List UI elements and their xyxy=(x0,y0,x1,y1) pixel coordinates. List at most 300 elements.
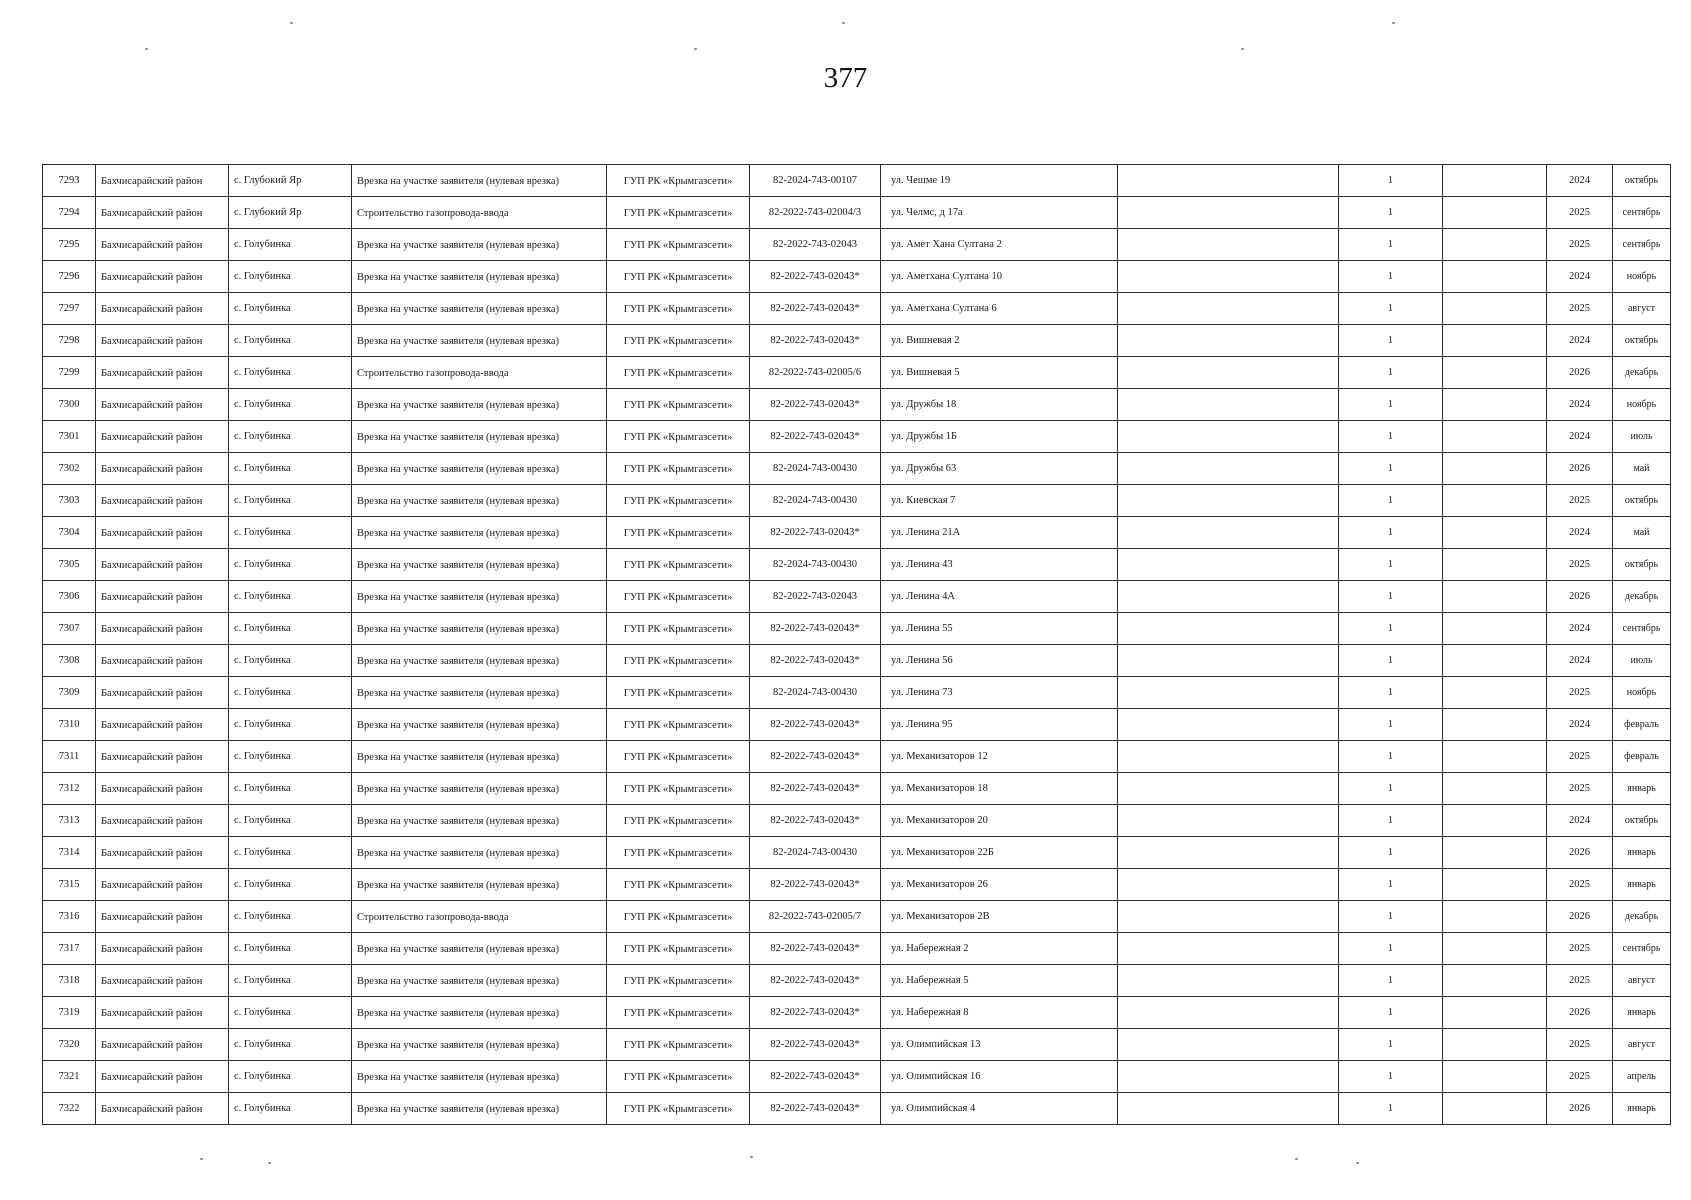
address-cell: ул. Челмс, д 17а xyxy=(881,197,1118,229)
project-code-cell: 82-2022-743-02043* xyxy=(750,261,881,293)
district-cell: Бахчисарайский район xyxy=(96,229,229,261)
village-cell: с. Глубокий Яр xyxy=(229,197,352,229)
address-cell: ул. Вишневая 2 xyxy=(881,325,1118,357)
district-cell: Бахчисарайский район xyxy=(96,421,229,453)
organization-cell: ГУП РК «Крымгазсети» xyxy=(607,773,750,805)
project-code-cell: 82-2022-743-02043* xyxy=(750,645,881,677)
address-cell: ул. Набережная 8 xyxy=(881,997,1118,1029)
month-cell: октябрь xyxy=(1613,805,1671,837)
organization-cell: ГУП РК «Крымгазсети» xyxy=(607,165,750,197)
blank-cell xyxy=(1443,645,1547,677)
quantity-cell: 1 xyxy=(1339,421,1443,453)
address-cell: ул. Аметхана Султана 10 xyxy=(881,261,1118,293)
month-cell: август xyxy=(1613,293,1671,325)
district-cell: Бахчисарайский район xyxy=(96,965,229,997)
district-cell: Бахчисарайский район xyxy=(96,837,229,869)
table-row xyxy=(43,325,1671,357)
blank-cell xyxy=(1443,357,1547,389)
extra-cell xyxy=(1118,773,1339,805)
address-cell: ул. Киевская 7 xyxy=(881,485,1118,517)
organization-cell: ГУП РК «Крымгазсети» xyxy=(607,549,750,581)
table-row xyxy=(43,485,1671,517)
gas-connection-table xyxy=(42,164,1671,1125)
work-type-cell: Строительство газопровода-ввода xyxy=(352,357,607,389)
village-cell: с. Голубинка xyxy=(229,773,352,805)
blank-cell xyxy=(1443,1093,1547,1125)
quantity-cell: 1 xyxy=(1339,389,1443,421)
address-cell: ул. Дружбы 1Б xyxy=(881,421,1118,453)
village-cell: с. Голубинка xyxy=(229,613,352,645)
table-row xyxy=(43,869,1671,901)
organization-cell: ГУП РК «Крымгазсети» xyxy=(607,901,750,933)
year-cell: 2026 xyxy=(1547,581,1613,613)
table-row xyxy=(43,197,1671,229)
address-cell: ул. Аметхана Султана 6 xyxy=(881,293,1118,325)
project-code-cell: 82-2022-743-02043* xyxy=(750,933,881,965)
blank-cell xyxy=(1443,229,1547,261)
project-code-cell: 82-2022-743-02005/7 xyxy=(750,901,881,933)
quantity-cell: 1 xyxy=(1339,965,1443,997)
district-cell: Бахчисарайский район xyxy=(96,933,229,965)
row-number-cell: 7304 xyxy=(43,517,96,549)
village-cell: с. Голубинка xyxy=(229,741,352,773)
year-cell: 2025 xyxy=(1547,197,1613,229)
year-cell: 2024 xyxy=(1547,389,1613,421)
extra-cell xyxy=(1118,837,1339,869)
work-type-cell: Врезка на участке заявителя (нулевая врезка) xyxy=(352,261,607,293)
village-cell: с. Голубинка xyxy=(229,261,352,293)
work-type-cell: Врезка на участке заявителя (нулевая врезка) xyxy=(352,709,607,741)
year-cell: 2026 xyxy=(1547,357,1613,389)
row-number-cell: 7296 xyxy=(43,261,96,293)
row-number-cell: 7297 xyxy=(43,293,96,325)
quantity-cell: 1 xyxy=(1339,453,1443,485)
project-code-cell: 82-2022-743-02004/3 xyxy=(750,197,881,229)
quantity-cell: 1 xyxy=(1339,517,1443,549)
work-type-cell: Врезка на участке заявителя (нулевая врезка) xyxy=(352,293,607,325)
table-row xyxy=(43,933,1671,965)
address-cell: ул. Чешме 19 xyxy=(881,165,1118,197)
month-cell: ноябрь xyxy=(1613,677,1671,709)
village-cell: с. Голубинка xyxy=(229,997,352,1029)
row-number-cell: 7317 xyxy=(43,933,96,965)
project-code-cell: 82-2022-743-02043* xyxy=(750,805,881,837)
work-type-cell: Врезка на участке заявителя (нулевая врезка) xyxy=(352,933,607,965)
district-cell: Бахчисарайский район xyxy=(96,293,229,325)
table-row xyxy=(43,517,1671,549)
quantity-cell: 1 xyxy=(1339,741,1443,773)
month-cell: июль xyxy=(1613,645,1671,677)
year-cell: 2024 xyxy=(1547,613,1613,645)
quantity-cell: 1 xyxy=(1339,581,1443,613)
blank-cell xyxy=(1443,165,1547,197)
month-cell: октябрь xyxy=(1613,485,1671,517)
year-cell: 2024 xyxy=(1547,805,1613,837)
district-cell: Бахчисарайский район xyxy=(96,805,229,837)
address-cell: ул. Вишневая 5 xyxy=(881,357,1118,389)
district-cell: Бахчисарайский район xyxy=(96,261,229,293)
blank-cell xyxy=(1443,517,1547,549)
work-type-cell: Врезка на участке заявителя (нулевая врезка) xyxy=(352,997,607,1029)
extra-cell xyxy=(1118,197,1339,229)
year-cell: 2025 xyxy=(1547,965,1613,997)
blank-cell xyxy=(1443,1029,1547,1061)
quantity-cell: 1 xyxy=(1339,261,1443,293)
project-code-cell: 82-2024-743-00430 xyxy=(750,485,881,517)
village-cell: с. Голубинка xyxy=(229,325,352,357)
work-type-cell: Врезка на участке заявителя (нулевая врезка) xyxy=(352,421,607,453)
quantity-cell: 1 xyxy=(1339,613,1443,645)
extra-cell xyxy=(1118,869,1339,901)
organization-cell: ГУП РК «Крымгазсети» xyxy=(607,1029,750,1061)
blank-cell xyxy=(1443,613,1547,645)
address-cell: ул. Механизаторов 26 xyxy=(881,869,1118,901)
row-number-cell: 7316 xyxy=(43,901,96,933)
organization-cell: ГУП РК «Крымгазсети» xyxy=(607,1093,750,1125)
month-cell: май xyxy=(1613,517,1671,549)
extra-cell xyxy=(1118,453,1339,485)
extra-cell xyxy=(1118,229,1339,261)
address-cell: ул. Амет Хана Султана 2 xyxy=(881,229,1118,261)
row-number-cell: 7308 xyxy=(43,645,96,677)
organization-cell: ГУП РК «Крымгазсети» xyxy=(607,933,750,965)
table-row xyxy=(43,965,1671,997)
district-cell: Бахчисарайский район xyxy=(96,165,229,197)
organization-cell: ГУП РК «Крымгазсети» xyxy=(607,453,750,485)
year-cell: 2024 xyxy=(1547,325,1613,357)
row-number-cell: 7307 xyxy=(43,613,96,645)
row-number-cell: 7314 xyxy=(43,837,96,869)
village-cell: с. Голубинка xyxy=(229,837,352,869)
extra-cell xyxy=(1118,805,1339,837)
district-cell: Бахчисарайский район xyxy=(96,549,229,581)
work-type-cell: Врезка на участке заявителя (нулевая врезка) xyxy=(352,1093,607,1125)
year-cell: 2025 xyxy=(1547,677,1613,709)
organization-cell: ГУП РК «Крымгазсети» xyxy=(607,709,750,741)
quantity-cell: 1 xyxy=(1339,1029,1443,1061)
year-cell: 2026 xyxy=(1547,453,1613,485)
address-cell: ул. Ленина 4А xyxy=(881,581,1118,613)
quantity-cell: 1 xyxy=(1339,197,1443,229)
row-number-cell: 7318 xyxy=(43,965,96,997)
village-cell: с. Голубинка xyxy=(229,389,352,421)
organization-cell: ГУП РК «Крымгазсети» xyxy=(607,645,750,677)
year-cell: 2025 xyxy=(1547,1029,1613,1061)
table-row xyxy=(43,613,1671,645)
blank-cell xyxy=(1443,901,1547,933)
organization-cell: ГУП РК «Крымгазсети» xyxy=(607,741,750,773)
work-type-cell: Врезка на участке заявителя (нулевая врезка) xyxy=(352,869,607,901)
month-cell: сентябрь xyxy=(1613,933,1671,965)
organization-cell: ГУП РК «Крымгазсети» xyxy=(607,837,750,869)
blank-cell xyxy=(1443,325,1547,357)
work-type-cell: Врезка на участке заявителя (нулевая врезка) xyxy=(352,773,607,805)
table-row xyxy=(43,261,1671,293)
row-number-cell: 7312 xyxy=(43,773,96,805)
row-number-cell: 7322 xyxy=(43,1093,96,1125)
blank-cell xyxy=(1443,709,1547,741)
table-row xyxy=(43,421,1671,453)
table-row xyxy=(43,293,1671,325)
row-number-cell: 7313 xyxy=(43,805,96,837)
row-number-cell: 7301 xyxy=(43,421,96,453)
year-cell: 2025 xyxy=(1547,293,1613,325)
project-code-cell: 82-2022-743-02043* xyxy=(750,517,881,549)
blank-cell xyxy=(1443,965,1547,997)
project-code-cell: 82-2022-743-02043* xyxy=(750,1061,881,1093)
quantity-cell: 1 xyxy=(1339,773,1443,805)
work-type-cell: Врезка на участке заявителя (нулевая врезка) xyxy=(352,229,607,261)
village-cell: с. Голубинка xyxy=(229,357,352,389)
month-cell: декабрь xyxy=(1613,901,1671,933)
village-cell: с. Голубинка xyxy=(229,709,352,741)
project-code-cell: 82-2024-743-00107 xyxy=(750,165,881,197)
table-row xyxy=(43,453,1671,485)
organization-cell: ГУП РК «Крымгазсети» xyxy=(607,293,750,325)
blank-cell xyxy=(1443,485,1547,517)
month-cell: декабрь xyxy=(1613,357,1671,389)
organization-cell: ГУП РК «Крымгазсети» xyxy=(607,357,750,389)
organization-cell: ГУП РК «Крымгазсети» xyxy=(607,805,750,837)
organization-cell: ГУП РК «Крымгазсети» xyxy=(607,997,750,1029)
quantity-cell: 1 xyxy=(1339,1093,1443,1125)
organization-cell: ГУП РК «Крымгазсети» xyxy=(607,261,750,293)
project-code-cell: 82-2022-743-02043* xyxy=(750,869,881,901)
row-number-cell: 7295 xyxy=(43,229,96,261)
district-cell: Бахчисарайский район xyxy=(96,1093,229,1125)
table-row xyxy=(43,1061,1671,1093)
blank-cell xyxy=(1443,389,1547,421)
project-code-cell: 82-2022-743-02043* xyxy=(750,421,881,453)
quantity-cell: 1 xyxy=(1339,933,1443,965)
quantity-cell: 1 xyxy=(1339,677,1443,709)
table-row xyxy=(43,1029,1671,1061)
row-number-cell: 7319 xyxy=(43,997,96,1029)
village-cell: с. Голубинка xyxy=(229,293,352,325)
address-cell: ул. Олимпийская 4 xyxy=(881,1093,1118,1125)
blank-cell xyxy=(1443,773,1547,805)
organization-cell: ГУП РК «Крымгазсети» xyxy=(607,517,750,549)
row-number-cell: 7309 xyxy=(43,677,96,709)
month-cell: декабрь xyxy=(1613,581,1671,613)
organization-cell: ГУП РК «Крымгазсети» xyxy=(607,581,750,613)
row-number-cell: 7293 xyxy=(43,165,96,197)
row-number-cell: 7310 xyxy=(43,709,96,741)
extra-cell xyxy=(1118,325,1339,357)
row-number-cell: 7294 xyxy=(43,197,96,229)
address-cell: ул. Олимпийская 13 xyxy=(881,1029,1118,1061)
table-body xyxy=(43,165,1671,1125)
month-cell: октябрь xyxy=(1613,325,1671,357)
district-cell: Бахчисарайский район xyxy=(96,1029,229,1061)
row-number-cell: 7311 xyxy=(43,741,96,773)
blank-cell xyxy=(1443,869,1547,901)
village-cell: с. Голубинка xyxy=(229,229,352,261)
month-cell: октябрь xyxy=(1613,549,1671,581)
row-number-cell: 7302 xyxy=(43,453,96,485)
month-cell: ноябрь xyxy=(1613,389,1671,421)
village-cell: с. Голубинка xyxy=(229,965,352,997)
project-code-cell: 82-2022-743-02043* xyxy=(750,773,881,805)
extra-cell xyxy=(1118,1029,1339,1061)
extra-cell xyxy=(1118,1093,1339,1125)
month-cell: январь xyxy=(1613,997,1671,1029)
year-cell: 2025 xyxy=(1547,229,1613,261)
blank-cell xyxy=(1443,197,1547,229)
village-cell: с. Голубинка xyxy=(229,933,352,965)
project-code-cell: 82-2022-743-02043* xyxy=(750,325,881,357)
year-cell: 2024 xyxy=(1547,645,1613,677)
month-cell: январь xyxy=(1613,869,1671,901)
organization-cell: ГУП РК «Крымгазсети» xyxy=(607,197,750,229)
extra-cell xyxy=(1118,613,1339,645)
quantity-cell: 1 xyxy=(1339,805,1443,837)
extra-cell xyxy=(1118,677,1339,709)
blank-cell xyxy=(1443,421,1547,453)
year-cell: 2026 xyxy=(1547,837,1613,869)
project-code-cell: 82-2024-743-00430 xyxy=(750,677,881,709)
village-cell: с. Голубинка xyxy=(229,677,352,709)
work-type-cell: Врезка на участке заявителя (нулевая врезка) xyxy=(352,453,607,485)
project-code-cell: 82-2024-743-00430 xyxy=(750,549,881,581)
address-cell: ул. Дружбы 63 xyxy=(881,453,1118,485)
address-cell: ул. Набережная 5 xyxy=(881,965,1118,997)
work-type-cell: Врезка на участке заявителя (нулевая врезка) xyxy=(352,741,607,773)
quantity-cell: 1 xyxy=(1339,485,1443,517)
quantity-cell: 1 xyxy=(1339,229,1443,261)
quantity-cell: 1 xyxy=(1339,709,1443,741)
work-type-cell: Врезка на участке заявителя (нулевая врезка) xyxy=(352,165,607,197)
year-cell: 2025 xyxy=(1547,933,1613,965)
address-cell: ул. Ленина 55 xyxy=(881,613,1118,645)
project-code-cell: 82-2022-743-02043* xyxy=(750,741,881,773)
extra-cell xyxy=(1118,645,1339,677)
project-code-cell: 82-2022-743-02043* xyxy=(750,997,881,1029)
district-cell: Бахчисарайский район xyxy=(96,613,229,645)
row-number-cell: 7306 xyxy=(43,581,96,613)
project-code-cell: 82-2022-743-02043* xyxy=(750,389,881,421)
district-cell: Бахчисарайский район xyxy=(96,453,229,485)
project-code-cell: 82-2022-743-02043 xyxy=(750,581,881,613)
month-cell: август xyxy=(1613,965,1671,997)
row-number-cell: 7321 xyxy=(43,1061,96,1093)
table-row xyxy=(43,805,1671,837)
address-cell: ул. Механизаторов 20 xyxy=(881,805,1118,837)
quantity-cell: 1 xyxy=(1339,997,1443,1029)
address-cell: ул. Набережная 2 xyxy=(881,933,1118,965)
work-type-cell: Врезка на участке заявителя (нулевая врезка) xyxy=(352,613,607,645)
row-number-cell: 7315 xyxy=(43,869,96,901)
district-cell: Бахчисарайский район xyxy=(96,709,229,741)
work-type-cell: Врезка на участке заявителя (нулевая врезка) xyxy=(352,1029,607,1061)
work-type-cell: Строительство газопровода-ввода xyxy=(352,197,607,229)
table-row xyxy=(43,997,1671,1029)
organization-cell: ГУП РК «Крымгазсети» xyxy=(607,389,750,421)
page-number: 377 xyxy=(823,62,868,94)
district-cell: Бахчисарайский район xyxy=(96,901,229,933)
village-cell: с. Голубинка xyxy=(229,901,352,933)
village-cell: с. Голубинка xyxy=(229,645,352,677)
organization-cell: ГУП РК «Крымгазсети» xyxy=(607,613,750,645)
address-cell: ул. Ленина 21А xyxy=(881,517,1118,549)
row-number-cell: 7303 xyxy=(43,485,96,517)
district-cell: Бахчисарайский район xyxy=(96,389,229,421)
extra-cell xyxy=(1118,165,1339,197)
organization-cell: ГУП РК «Крымгазсети» xyxy=(607,869,750,901)
table-row xyxy=(43,357,1671,389)
year-cell: 2026 xyxy=(1547,1093,1613,1125)
year-cell: 2024 xyxy=(1547,261,1613,293)
blank-cell xyxy=(1443,837,1547,869)
extra-cell xyxy=(1118,741,1339,773)
work-type-cell: Врезка на участке заявителя (нулевая врезка) xyxy=(352,485,607,517)
organization-cell: ГУП РК «Крымгазсети» xyxy=(607,229,750,261)
month-cell: сентябрь xyxy=(1613,229,1671,261)
month-cell: ноябрь xyxy=(1613,261,1671,293)
village-cell: с. Голубинка xyxy=(229,581,352,613)
work-type-cell: Врезка на участке заявителя (нулевая врезка) xyxy=(352,805,607,837)
quantity-cell: 1 xyxy=(1339,357,1443,389)
month-cell: октябрь xyxy=(1613,165,1671,197)
blank-cell xyxy=(1443,549,1547,581)
extra-cell xyxy=(1118,293,1339,325)
table-row xyxy=(43,901,1671,933)
organization-cell: ГУП РК «Крымгазсети» xyxy=(607,485,750,517)
address-cell: ул. Механизаторов 22Б xyxy=(881,837,1118,869)
organization-cell: ГУП РК «Крымгазсети» xyxy=(607,965,750,997)
year-cell: 2024 xyxy=(1547,421,1613,453)
address-cell: ул. Олимпийская 16 xyxy=(881,1061,1118,1093)
project-code-cell: 82-2022-743-02043* xyxy=(750,293,881,325)
row-number-cell: 7320 xyxy=(43,1029,96,1061)
table-row xyxy=(43,645,1671,677)
extra-cell xyxy=(1118,1061,1339,1093)
project-code-cell: 82-2024-743-00430 xyxy=(750,837,881,869)
district-cell: Бахчисарайский район xyxy=(96,869,229,901)
table-row xyxy=(43,229,1671,261)
year-cell: 2026 xyxy=(1547,901,1613,933)
year-cell: 2025 xyxy=(1547,869,1613,901)
month-cell: сентябрь xyxy=(1613,197,1671,229)
row-number-cell: 7300 xyxy=(43,389,96,421)
work-type-cell: Врезка на участке заявителя (нулевая врезка) xyxy=(352,837,607,869)
address-cell: ул. Ленина 56 xyxy=(881,645,1118,677)
table-row xyxy=(43,677,1671,709)
year-cell: 2025 xyxy=(1547,1061,1613,1093)
quantity-cell: 1 xyxy=(1339,869,1443,901)
month-cell: май xyxy=(1613,453,1671,485)
village-cell: с. Голубинка xyxy=(229,869,352,901)
extra-cell xyxy=(1118,485,1339,517)
month-cell: февраль xyxy=(1613,741,1671,773)
address-cell: ул. Дружбы 18 xyxy=(881,389,1118,421)
address-cell: ул. Механизаторов 12 xyxy=(881,741,1118,773)
extra-cell xyxy=(1118,549,1339,581)
year-cell: 2025 xyxy=(1547,773,1613,805)
extra-cell xyxy=(1118,517,1339,549)
table-row xyxy=(43,1093,1671,1125)
district-cell: Бахчисарайский район xyxy=(96,581,229,613)
year-cell: 2024 xyxy=(1547,517,1613,549)
blank-cell xyxy=(1443,741,1547,773)
project-code-cell: 82-2022-743-02043* xyxy=(750,965,881,997)
row-number-cell: 7298 xyxy=(43,325,96,357)
month-cell: январь xyxy=(1613,1093,1671,1125)
blank-cell xyxy=(1443,1061,1547,1093)
table-row xyxy=(43,389,1671,421)
blank-cell xyxy=(1443,293,1547,325)
address-cell: ул. Механизаторов 18 xyxy=(881,773,1118,805)
